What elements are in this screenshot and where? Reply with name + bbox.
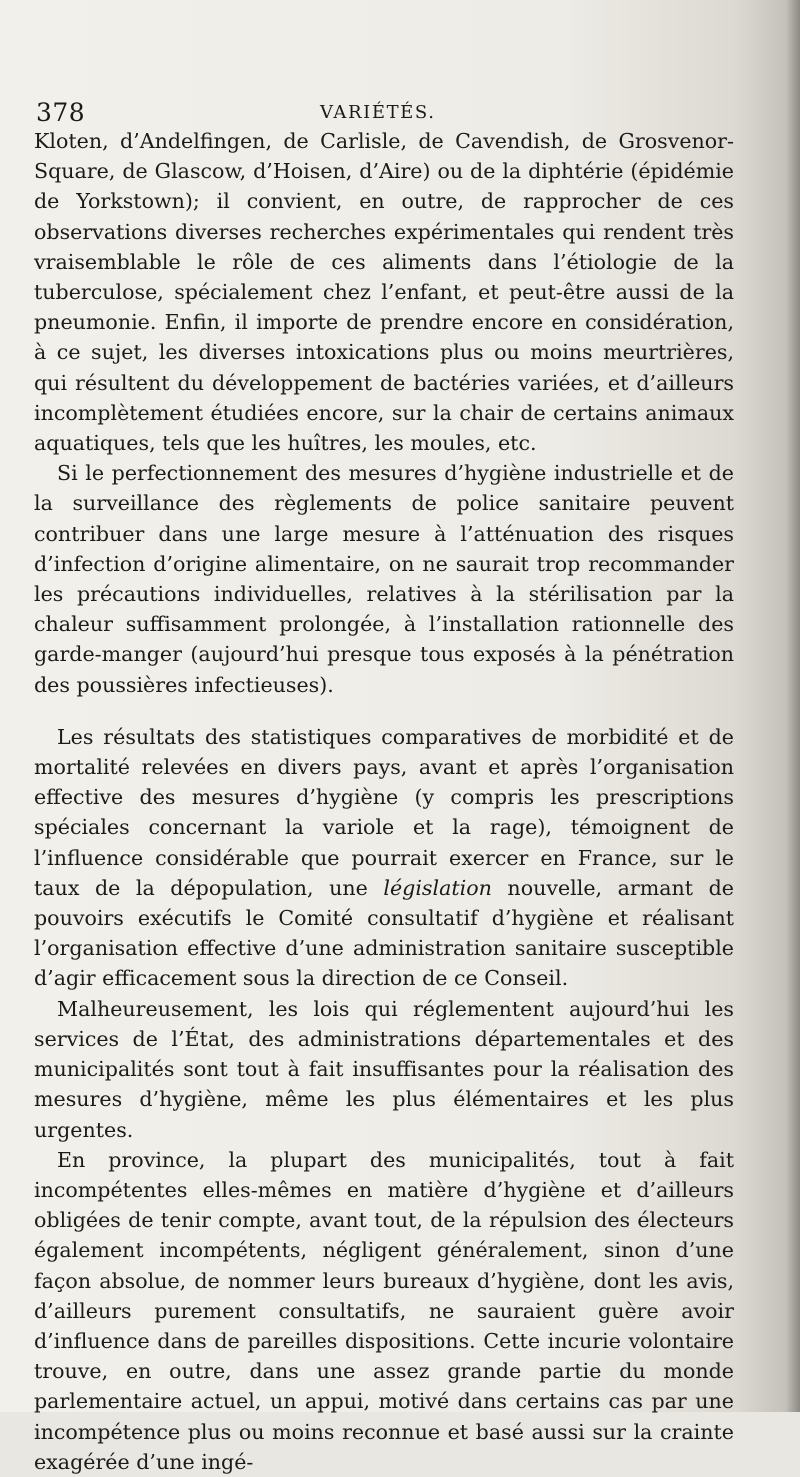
italic-legislation: législation [383, 875, 492, 900]
section-gap [34, 700, 734, 722]
paragraph-malheureusement: Malheureusement, les lois qui réglementent aujourd’hui les services de l’État, des administrations départementales et des municipalités sont tout à fait insuffisantes pour la réalisation des mesures d’hygiène, même les plus élémentaires et les plus urgentes. [34, 996, 734, 1142]
page-edge-shadow [786, 0, 800, 1412]
paragraph-hygiene-industrielle: Si le perfectionnement des mesures d’hygiène industrielle et de la surveillance des règlements de police sanitaire peuvent contribuer dans une large mesure à l’atténuation des risques d’infection d’origine alimentaire, on ne saurait trop recommander les précautions individuelles, relatives à la stérilisation par la chaleur suffisamment prolongée, à l’installation rationnelle des garde-manger (aujourd’hui presque tous exposés à la pénétration des poussières infectieuses). [34, 461, 734, 697]
paragraph-statistiques [34, 722, 734, 994]
running-title: VARIÉTÉS. [320, 102, 436, 123]
body-text [34, 126, 734, 1477]
page-number: 378 [36, 98, 86, 127]
paragraph-continuation: Kloten, d’Andelfingen, de Carlisle, de Cavendish, de Grosvenor-Square, de Glascow, d’Hoisen, d’Aire) ou de la diphtérie (épidémie de Yorkstown); il convient, en outre, de rapprocher de ces observations diverses recherches expérimentales qui rendent très vraisemblable le rôle de ces aliments dans l’étiologie de la tuberculose, spécialement chez l’enfant, et peut-être aussi de la pneumonie. Enfin, il importe de prendre encore en considération, à ce sujet, les diverses intoxications plus ou moins meurtrières, qui résultent du développement de bactéries variées, et d’ailleurs incomplètement étudiées encore, sur la chair de certains animaux aquatiques, tels que les huîtres, les moules, etc. [34, 129, 734, 456]
paragraph-statistiques-part2: nouvelle, armant de pouvoirs exécutifs le Comité consultatif d’hygiène et réalisant l’organisation effective d’une administration sanitaire susceptible d’agir efficacement sous la direction de ce Conseil. [34, 875, 734, 991]
page-header [30, 92, 730, 128]
paragraph-statistiques-part1: Les résultats des statistiques comparatives de morbidité et de mortalité relevées en divers pays, avant et après l’organisation effective des mesures d’hygiène (y compris les prescriptions spéciales concernant la variole et la rage), témoignent de l’influence considérable que pourrait exercer en France, sur le taux de la dépopulation, une [34, 724, 734, 900]
paragraph-en-province: En province, la plupart des municipalités, tout à fait incompétentes elles-mêmes en matière d’hygiène et d’ailleurs obligées de tenir compte, avant tout, de la répulsion des électeurs également incompétents, négligent généralement, sinon d’une façon absolue, de nommer leurs bureaux d’hygiène, dont les avis, d’ailleurs purement consultatifs, ne sauraient guère avoir d’influence dans de pareilles dispositions. Cette incurie volontaire trouve, en outre, dans une assez grande partie du monde parlementaire actuel, un appui, motivé dans certains cas par une incompétence plus ou moins reconnue et basé aussi sur la crainte exagérée d’une ingé- [34, 1147, 734, 1474]
